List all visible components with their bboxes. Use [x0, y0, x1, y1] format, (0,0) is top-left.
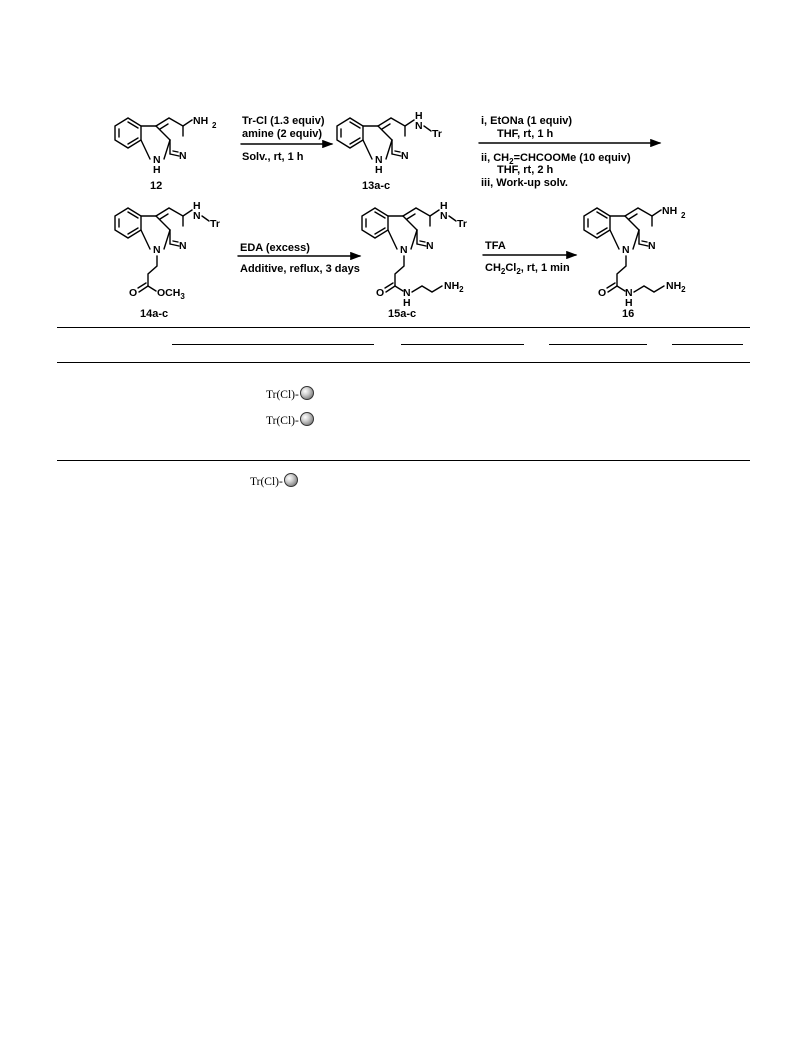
step2-reagent-2: ii, $CH_2=CHCOOMe$ (10 equiv) — [481, 152, 631, 166]
svg-text:N: N — [401, 150, 409, 162]
svg-text:O: O — [376, 287, 385, 299]
step4-conditions: $CH_2Cl_2$, rt, 1 min — [485, 262, 570, 276]
svg-text:NH2: $NH_2$ — [444, 280, 464, 294]
svg-text:N: N — [622, 244, 630, 256]
table-group-rule-3 — [549, 344, 647, 345]
step3-reagent: EDA (excess) — [240, 242, 310, 254]
svg-text:H: H — [440, 200, 448, 212]
table-header-rule — [57, 362, 750, 363]
svg-text:N: N — [440, 210, 448, 222]
svg-text:N: N — [400, 244, 408, 256]
svg-text:H: H — [403, 297, 411, 309]
table-section-rule — [57, 460, 750, 461]
svg-text:N: N — [426, 240, 434, 252]
compound-label-15: 15a-c — [388, 308, 417, 320]
step1-reagent-2: amine (2 equiv) — [242, 128, 323, 140]
atom-nh2-sub: 2 — [212, 121, 217, 130]
table-group-rule-4 — [672, 344, 743, 345]
svg-text:N: N — [648, 240, 656, 252]
svg-text:O: O — [598, 287, 607, 299]
svg-text:NH2: $NH_2$ — [666, 280, 686, 294]
step2-conditions-2: THF, rt, 2 h — [497, 164, 554, 176]
svg-text:N: N — [153, 244, 161, 256]
compound-label-12: 12 — [150, 180, 163, 192]
resin-bead-icon — [300, 412, 314, 426]
resin-label-row-2 — [266, 412, 314, 428]
resin-bead-icon — [284, 473, 298, 487]
reaction-scheme — [0, 0, 793, 330]
compound-label-16: 16 — [622, 308, 635, 320]
svg-text:H: H — [375, 164, 383, 176]
step2-reagent-1: i, EtONa (1 equiv) — [481, 115, 573, 127]
resin-label-row-1 — [266, 386, 314, 402]
svg-text:N: N — [415, 120, 423, 132]
svg-text:N: N — [375, 154, 383, 166]
resin-text: Tr(Cl)- — [266, 415, 299, 427]
table-group-rule-1 — [172, 344, 374, 345]
svg-text:O: O — [129, 287, 138, 299]
atom-h: H — [153, 164, 161, 176]
compound-16-structure — [584, 205, 686, 309]
svg-text:H: H — [193, 200, 201, 212]
step1-reagent-1: Tr-Cl (1.3 equiv) — [242, 115, 325, 127]
compound-label-13: 13a-c — [362, 180, 391, 192]
table-group-rule-2 — [401, 344, 524, 345]
resin-bead-icon — [300, 386, 314, 400]
compound-15-structure — [362, 200, 467, 309]
svg-text:NH: NH — [662, 205, 678, 217]
svg-text:N: N — [625, 287, 633, 299]
atom-n-h: N — [153, 154, 161, 166]
svg-text:N: N — [403, 287, 411, 299]
svg-text:N: N — [193, 210, 201, 222]
step2-workup: iii, Work-up solv. — [481, 177, 568, 189]
compound-label-14: 14a-c — [140, 308, 169, 320]
svg-text:H: H — [415, 110, 423, 122]
table-top-rule — [57, 327, 750, 328]
compound-14-structure — [115, 200, 220, 301]
atom-nh2: NH — [193, 115, 209, 127]
step4-reagent: TFA — [485, 240, 506, 252]
step1-conditions: Solv., rt, 1 h — [242, 151, 304, 163]
compound-12-structure — [115, 115, 217, 176]
step2-conditions-1: THF, rt, 1 h — [497, 128, 554, 140]
svg-text:2: 2 — [681, 211, 686, 220]
svg-text:Tr: Tr — [457, 218, 467, 230]
svg-text:N: N — [179, 240, 187, 252]
svg-text:H: H — [625, 297, 633, 309]
resin-text: Tr(Cl)- — [266, 389, 299, 401]
atom-och3: $OCH_3$ — [157, 287, 185, 301]
svg-text:Tr: Tr — [210, 218, 220, 230]
resin-text: Tr(Cl)- — [250, 476, 283, 488]
svg-text:Tr: Tr — [432, 128, 442, 140]
compound-13-structure — [337, 110, 442, 176]
resin-label-row-3 — [250, 473, 298, 489]
step3-conditions: Additive, reflux, 3 days — [240, 263, 360, 275]
atom-n-pyridine: N — [179, 150, 187, 162]
